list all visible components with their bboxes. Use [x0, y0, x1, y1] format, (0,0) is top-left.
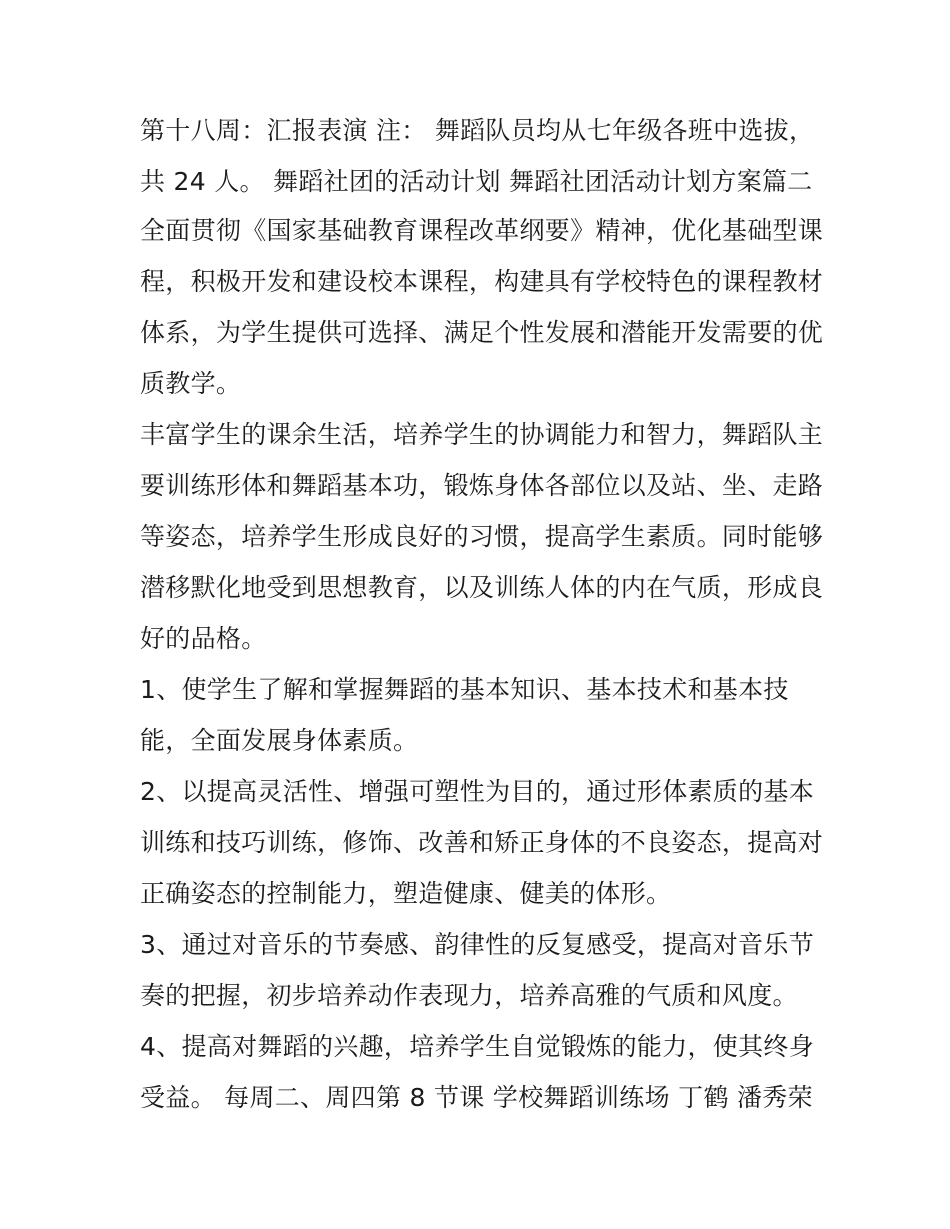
text-line: 丰富学生的课余生活，培养学生的协调能力和智力，舞蹈队主 [140, 420, 824, 449]
text-line: 1、使学生了解和掌握舞蹈的基本知识、基本技术和基本技 [140, 675, 789, 704]
text-line: 好的品格。 [140, 624, 267, 653]
text-line: 正确姿态的控制能力，塑造健康、健美的体形。 [140, 879, 672, 908]
text-line: 要训练形体和舞蹈基本功，锻炼身体各部位以及站、坐、走路 [140, 471, 824, 500]
text-line: 等姿态，培养学生形成良好的习惯，提高学生素质。同时能够 [140, 522, 824, 551]
text-line: 第十八周：汇报表演 注： 舞蹈队员均从七年级各班中选拔， [140, 116, 815, 145]
text-line: 3、通过对音乐的节奏感、韵律性的反复感受，提高对音乐节 [140, 930, 815, 959]
text-line: 受益。 每周二、周四第 8 节课 学校舞蹈训练场 丁鹤 潘秀荣 [140, 1083, 813, 1112]
text-line: 2、以提高灵活性、增强可塑性为目的，通过形体素质的基本 [140, 777, 815, 806]
text-line: 共 24 人。 舞蹈社团的活动计划 舞蹈社团活动计划方案篇二 [140, 167, 813, 196]
text-line: 全面贯彻《国家基础教育课程改革纲要》精神，优化基础型课 [140, 216, 824, 245]
text-line: 质教学。 [140, 369, 242, 398]
text-line: 奏的把握，初步培养动作表现力，培养高雅的气质和风度。 [140, 981, 798, 1010]
text-line: 训练和技巧训练，修饰、改善和矫正身体的不良姿态，提高对 [140, 828, 824, 857]
text-line: 体系，为学生提供可选择、满足个性发展和潜能开发需要的优 [140, 318, 824, 347]
text-line: 能，全面发展身体素质。 [140, 726, 419, 755]
text-line: 4、提高对舞蹈的兴趣，培养学生自觉锻炼的能力，使其终身 [140, 1032, 815, 1061]
text-line: 程，积极开发和建设校本课程，构建具有学校特色的课程教材 [140, 267, 824, 296]
text-line: 潜移默化地受到思想教育，以及训练人体的内在气质，形成良 [140, 573, 824, 602]
